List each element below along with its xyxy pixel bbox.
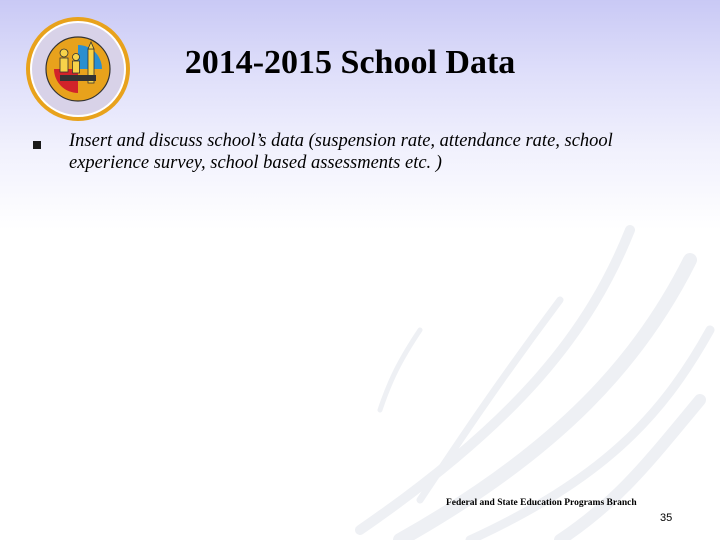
bullet-text: Insert and discuss school’s data (suspension rate, attendance rate, school experience survey, school based assessments etc. ) bbox=[69, 131, 613, 173]
slide-title: 2014-2015 School Data bbox=[184, 44, 516, 81]
page-number: 35 bbox=[660, 512, 673, 524]
school-district-seal-icon bbox=[24, 15, 132, 123]
footer-branch-name: Federal and State Education Programs Branch bbox=[446, 498, 637, 508]
square-bullet-icon bbox=[33, 141, 41, 149]
